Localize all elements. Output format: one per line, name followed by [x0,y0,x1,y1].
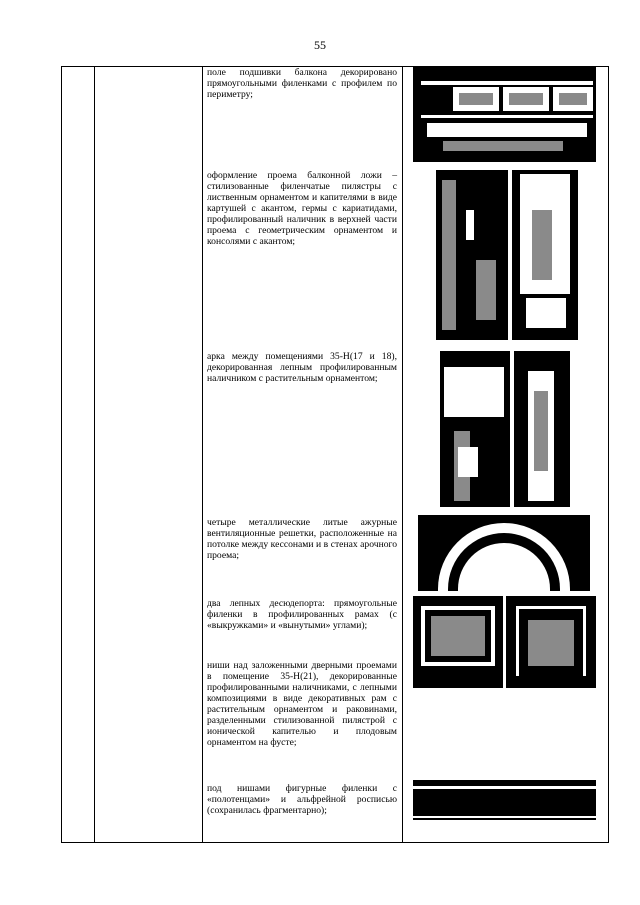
loggia-opening-photo-right [512,170,578,340]
loggia-opening-photo-left [436,170,508,340]
row-text-overdoors: два лепных десюдепорта: прямоугольные филенки в профилированных рамах (с «выкружками» и «вынутыми» углами); [207,598,397,631]
overdoor-photo-right [506,596,596,688]
row-text-arch: арка между помещениями 35-Н(17 и 18), декорированная лепным профилированным наличником с растительным орнаментом; [207,351,397,384]
row-text-grilles: четыре металлические литые ажурные вентиляционные решетки, расположенные на потолке между кессонами и в стенах арочного проема; [207,517,397,561]
row-text-balcony: поле подшивки балкона декорировано прямоугольными филенками с профилем по периметру; [207,67,397,100]
arch-photo-left [440,351,510,507]
painted-panel-photo [413,780,596,820]
arch-photo-right [514,351,570,507]
balcony-panels-photo [413,67,596,162]
overdoor-photo-left [413,596,503,688]
row-text-loggia: оформление проема балконной ложи – стилизованные филенчатые пилястры с лиственным орнаментом и капителями в виде картушей с акантом, гермы с кариатидами, профилированный наличник в верхней части проема с геометрическим орнаментом и консолями с акантом; [207,170,397,247]
page-number: 55 [314,38,326,52]
row-text-niches: ниши над заложенными дверными проемами в помещение 35-Н(21), декорированные профилированными наличниками, с лепными композициями в виде декоративных рам с растительным орнаментом и раковинами, разделенными стилизованной пилястрой с ионической капителью и плодовым орнаментом на фусте; [207,660,397,748]
row-text-panels: под нишами фигурные филенки с «полотенцами» и альфрейной росписью (сохранилась фрагментарно); [207,783,397,816]
arch-vault-photo [418,515,590,591]
